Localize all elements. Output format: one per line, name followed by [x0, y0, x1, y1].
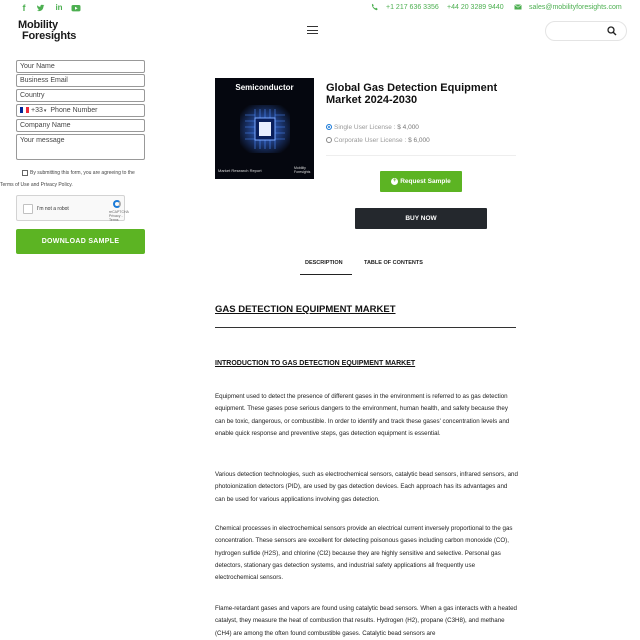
consent-checkbox[interactable] — [22, 170, 28, 176]
search-icon[interactable] — [607, 26, 617, 36]
phone-field[interactable] — [16, 104, 145, 117]
radio-selected-icon[interactable] — [326, 124, 332, 130]
cover-title: Semiconductor — [235, 83, 294, 92]
france-flag-icon[interactable] — [20, 107, 29, 113]
youtube-icon[interactable] — [71, 3, 81, 13]
license-option-single[interactable]: Single User License : $ 4,000 — [326, 124, 419, 131]
logo-line2: Foresights — [22, 30, 77, 42]
site-logo[interactable] — [18, 20, 76, 42]
phone-placeholder: Phone Number — [50, 107, 98, 114]
article-heading: GAS DETECTION EQUIPMENT MARKET — [215, 304, 396, 315]
message-field[interactable]: Your message — [16, 134, 145, 160]
chevron-down-icon[interactable]: ▾ — [43, 108, 47, 114]
country-field[interactable]: Country — [16, 89, 145, 102]
plus-circle-icon: + — [392, 177, 397, 184]
recaptcha-widget — [16, 195, 129, 222]
article-paragraph: Chemical processes in electrochemical sensors provide an electrical current inversely proportional to the gas concentration. These sensors are excellent for detecting poisonous gases including carbon monoxide (CO), hydrogen sulfide (H2S), and chlorine (Cl2) because they are highly sensitive and selective. Personal gas detectors, stationary gas detection systems, and industrial safety applications all frequently use electrochemical sensors. — [215, 525, 513, 582]
recaptcha-label: I'm not a robot — [37, 206, 69, 212]
request-sample-button[interactable] — [380, 171, 462, 192]
phone-icon — [371, 3, 379, 11]
twitter-icon[interactable] — [36, 3, 46, 13]
name-field[interactable]: Your Name — [16, 60, 145, 73]
consent-line2[interactable]: Terms of Use and Privacy Policy. — [0, 182, 73, 188]
recaptcha-brand: reCAPTCHA Privacy - Terms — [109, 210, 129, 222]
phone-us[interactable]: +1 217 636 3356 — [386, 4, 439, 11]
linkedin-icon[interactable]: in — [55, 3, 63, 12]
logo-line1: Mobility — [18, 19, 58, 31]
recaptcha-logo-icon — [113, 200, 121, 208]
divider — [326, 155, 516, 156]
cover-logo: Mobility Foresights — [294, 166, 311, 174]
email-link[interactable]: sales@mobilityforesights.com — [529, 4, 622, 11]
recaptcha-checkbox[interactable] — [23, 204, 33, 214]
tab-description[interactable]: DESCRIPTION — [305, 260, 343, 266]
active-tab-indicator — [300, 274, 352, 275]
email-field[interactable]: Business Email — [16, 74, 145, 87]
tab-table-of-contents[interactable]: TABLE OF CONTENTS — [364, 260, 423, 266]
company-field[interactable]: Company Name — [16, 119, 145, 132]
facebook-icon[interactable]: f — [22, 3, 26, 13]
download-sample-button[interactable]: DOWNLOAD SAMPLE — [16, 229, 145, 254]
consent-text — [0, 167, 148, 191]
buy-now-button[interactable]: BUY NOW — [355, 208, 487, 229]
recaptcha-links[interactable]: Privacy - Terms — [109, 214, 123, 222]
phone-code[interactable]: +33 — [31, 107, 43, 114]
license-option-corporate[interactable]: Corporate User License : $ 6,000 — [326, 137, 430, 144]
article-paragraph: Equipment used to detect the presence of different gases in the environment is referred to as gas detection equipment. These gases pose serious dangers to the environment, human health, and safety because they can be toxic, dangerous, or combustible. In order to identify and track these gases' concentration levels and enable quick response and preventive steps, gas detection equipment is essential. — [215, 393, 510, 437]
chip-icon — [240, 105, 290, 153]
radio-icon[interactable] — [326, 137, 332, 143]
heading-rule — [215, 327, 516, 328]
phone-uk[interactable]: +44 20 3289 9440 — [447, 4, 504, 11]
request-sample-label: Request Sample — [400, 178, 451, 185]
cover-footer: Market Research Report — [218, 168, 262, 173]
top-bar — [0, 0, 640, 16]
article-paragraph: Flame-retardant gases and vapors are found using catalytic bead sensors. When a gas interacts with a heated catalyst, they measure the heat of combustion that results. Hydrogen (H2), propane (C3H8), and methane (CH4) are among the often found combustible gases. Catalytic bead sensors are — [215, 605, 517, 637]
report-cover-image — [215, 78, 314, 179]
article-subheading: INTRODUCTION TO GAS DETECTION EQUIPMENT MARKET — [215, 360, 416, 367]
consent-line1: By submitting this form, you are agreeing to the — [30, 170, 135, 176]
article-paragraph: Various detection technologies, such as electrochemical sensors, catalytic bead sensors, infrared sensors, and photoionization detectors (PID), are used by gas detection devices. Each approach has its advantages and can be used for various applications involving gas detection. — [215, 471, 518, 503]
menu-icon[interactable] — [307, 26, 318, 34]
product-title: Global Gas Detection Equipment Market 2024-2030 — [326, 82, 498, 106]
search-input[interactable] — [545, 21, 627, 41]
mail-icon — [514, 3, 522, 11]
